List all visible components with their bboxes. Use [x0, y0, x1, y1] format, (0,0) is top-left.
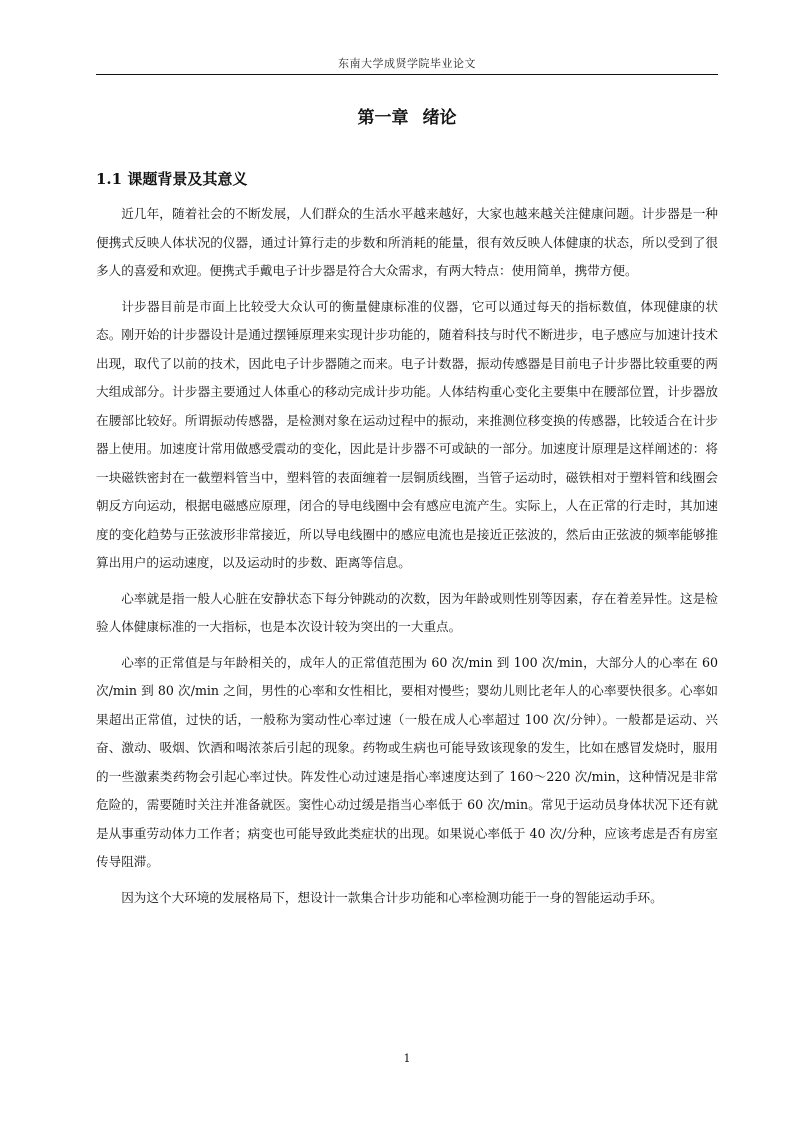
paragraph-intro: 近几年，随着社会的不断发展，人们群众的生活水平越来越好，大家也越来越关注健康问题。计步器是一种便携式反映人体状况的仪器，通过计算行走的步数和所消耗的能量，很有效反映人体健康的状态，所以受到了很多人的喜爱和欢迎。便携式手戴电子计步器是符合大众需求，有两大特点：使用简单，携带方便。 [96, 206, 718, 278]
chapter-title: 第一章 绪论 [357, 108, 457, 128]
paragraph-pedometer: 计步器目前是市面上比较受大众认可的衡量健康标准的仪器，它可以通过每天的指标数值，体现健康的状态。刚开始的计步器设计是通过摆锤原理来实现计步功能的，随着科技与时代不断进步，电子感应与加速计技术出现，取代了以前的技术，因此电子计步器随之而来。电子计数器，振动传感器是目前电子计步器比较重要的两大组成部分。计步器主要通过人体重心的移动完成计步功能。人体结构重心变化主要集中在腰部位置，计步器放在腰部比较好。所谓振动传感器，是检测对象在运动过程中的振动，来推测位移变换的传感器，比较适合在计步器上使用。加速度计常用做感受震动的变化，因此是计步器不可或缺的一部分。加速度计原理是这样阐述的：将一块磁铁密封在一截塑料管当中，塑料管的表面缠着一层铜质线圈，当管子运动时，磁铁相对于塑料管和线圈会朝反方向运动，根据电磁感应原理，闭合的导电线圈中会有感应电流产生。实际上，人在正常的行走时，其加速度的变化趋势与正弦波形非常接近，所以导电线圈中的感应电流也是接近正弦波的，然后由正弦波的频率能够推算出用户的运动速度，以及运动时的步数、距离等信息。 [96, 298, 718, 570]
section-heading: 1.1 课题背景及其意义 [96, 170, 248, 188]
header-divider [96, 74, 718, 75]
running-header: 东南大学成贤学院毕业论文 [338, 57, 476, 70]
body-text [96, 200, 718, 919]
paragraph-purpose: 因为这个大环境的发展格局下，想设计一款集合计步功能和心率检测功能于一身的智能运动手环。 [121, 889, 663, 905]
page-number: 1 [403, 1052, 411, 1065]
paragraph-heart-rate-definition: 心率就是指一般人心脏在安静状态下每分钟跳动的次数，因为年龄或则性别等因素，存在着差异性。这是检验人体健康标准的一大指标，也是本次设计较为突出的一大重点。 [96, 590, 718, 634]
paragraph-heart-rate-normal: 心率的正常值是与年龄相关的，成年人的正常值范围为 60 次/min 到 100 次/min，大部分人的心率在 60 次/min 到 80 次/min 之间，男性的心率和女性相比，要相对慢些；婴幼儿则比老年人的心率要快很多。心率如果超出正常值，过快的话，一般称为窦动性心率过速（一般在成人心率超过 100 次/分钟）。一般都是运动、兴奋、激动、吸烟、饮酒和喝浓茶后引起的现象。药物或生病也可能导致该现象的发生，比如在感冒发烧时，服用的一些激素类药物会引起心率过快。阵发性心动过速是指心率速度达到了 160～220 次/min，这种情况是非常危险的，需要随时关注并准备就医。窦性心动过缓是指当心率低于 60 次/min。常见于运动员身体状况下还有就是从事重劳动体力工作者；病变也可能导致此类症状的出现。如果说心率低于 40 次/分种，应该考虑是否有房室传导阻滞。 [96, 654, 718, 869]
